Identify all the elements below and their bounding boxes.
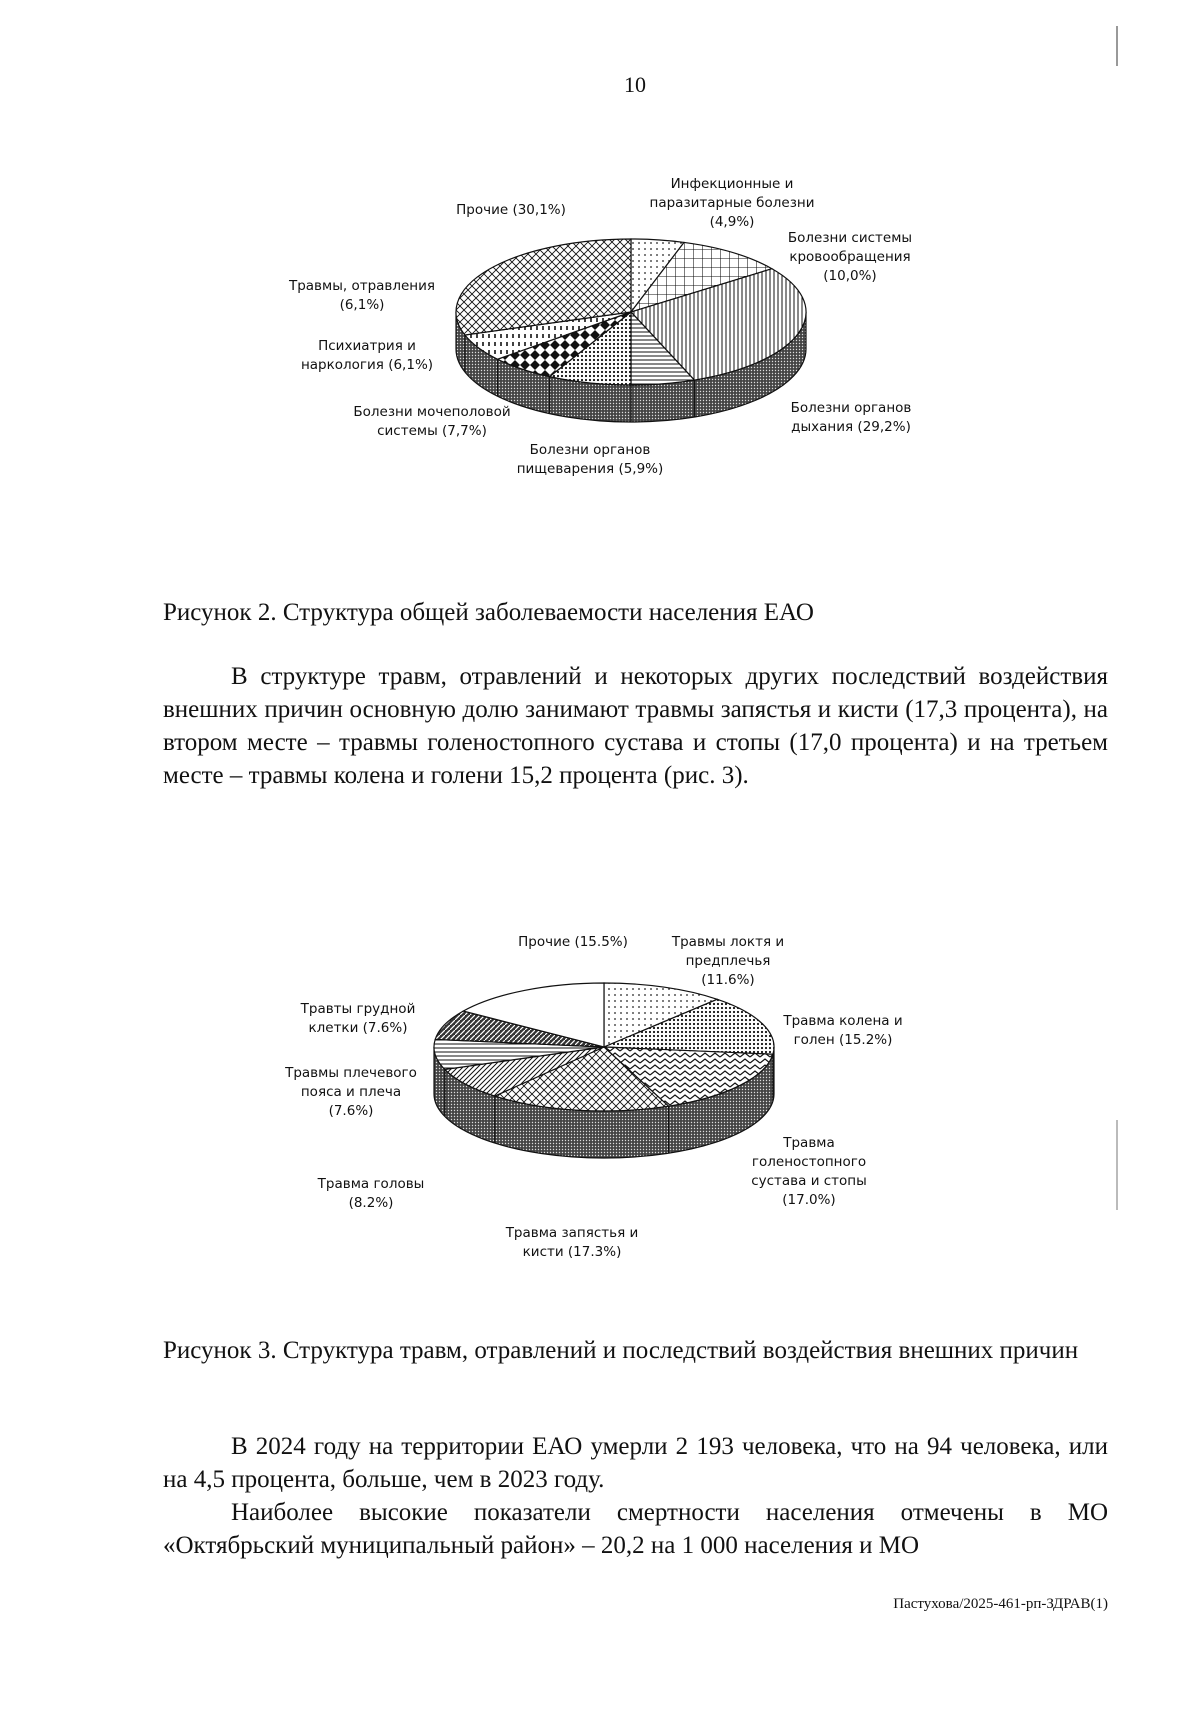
pie-slice-label-line: Травмы локтя и — [671, 934, 785, 950]
pie-slice-label-line: (10,0%) — [823, 268, 877, 284]
pie-slice-label — [751, 1135, 867, 1208]
pie-slice-label-line: Прочие (15.5%) — [518, 934, 628, 950]
figure2-pie-svg — [0, 150, 1200, 540]
paragraph-injury-structure: В структуре травм, отравлений и некоторых других последствий воздействия внешних причин основную долю занимают травмы запястья и кисти (17,3 процента), на втором месте – травмы голеностопного сустава и стопы (17,0 процента) и на третьем месте – травмы колена и голени 15,2 процента (рис. 3). — [163, 663, 1108, 789]
pie-slice-label-line: паразитарные болезни — [649, 195, 815, 211]
page-number: 10 — [624, 72, 646, 97]
pie-slice-label-line: пояса и плеча — [300, 1084, 402, 1100]
pie-slice-label — [517, 442, 664, 477]
pie-slice-label — [788, 230, 912, 284]
figure2-caption: Рисунок 2. Структура общей заболеваемости населения ЕАО — [163, 599, 814, 626]
pie-slice-label-line: (6,1%) — [339, 297, 385, 313]
pie-slice-label — [317, 1176, 425, 1211]
pie-slice-label — [284, 1065, 417, 1119]
pie-slice-label — [518, 934, 628, 950]
pie-slice-label — [301, 338, 433, 373]
pie-slice-label-line: Травма — [783, 1135, 835, 1151]
pie-slice-label — [456, 202, 566, 218]
pie-slice-label-line: кровообращения — [789, 249, 911, 265]
pie-slice-label-line: кисти (17.3%) — [522, 1244, 622, 1260]
pie-slice-label — [782, 1013, 902, 1048]
pie-slice-label-line: сустава и стопы — [751, 1173, 867, 1189]
pie-slice-label-line: Болезни органов — [790, 400, 912, 416]
margin-scan-line — [1116, 26, 1118, 66]
pie-slice-label-line: дыхания (29,2%) — [791, 419, 911, 435]
pie-slice-label-line: системы (7,7%) — [377, 423, 487, 439]
pie-slice-label-line: голен (15.2%) — [793, 1032, 893, 1048]
pie-slice-label-line: клетки (7.6%) — [308, 1020, 408, 1036]
pie-slice-label-line: наркология (6,1%) — [300, 357, 434, 373]
pie-slice-label — [353, 404, 510, 439]
pie-slice-label-line: (11.6%) — [701, 972, 755, 988]
pie-slice-label-line: Травма головы — [317, 1176, 425, 1192]
figure3-caption: Рисунок 3. Структура травм, отравлений и последствий воздействия внешних причин — [163, 1337, 1079, 1364]
pie-slice-label-line: голеностопного — [751, 1154, 867, 1170]
pie-slice-label-line: (4,9%) — [709, 214, 755, 230]
margin-scan-line — [1116, 1120, 1118, 1210]
pie-slice-label-line: предплечья — [685, 953, 771, 969]
figure2-chart — [0, 150, 1200, 540]
pie-slice-label-line: пищеварения (5,9%) — [516, 461, 664, 477]
pie-slice-label-line: Психиатрия и — [318, 338, 416, 354]
pie-slice-label-line: Болезни системы — [787, 230, 913, 246]
pie-slice-label — [791, 400, 912, 435]
paragraph-deaths-2024: В 2024 году на территории ЕАО умерли 2 193 человека, что на 94 человека, или на 4,5 процента, больше, чем в 2023 году. — [163, 1433, 1108, 1493]
pie-slice-label-line: (17.0%) — [782, 1192, 836, 1208]
pie-slice-label-line: Болезни мочеполовой — [353, 404, 511, 420]
paragraph-mortality-rates: Наиболее высокие показатели смертности населения отмечены в МО «Октябрьский муниципальный район» – 20,2 на 1 000 населения и МО — [163, 1499, 1108, 1559]
pie-slice-label-line: Инфекционные и — [670, 176, 794, 192]
pie-slice-label-line: Прочие (30,1%) — [456, 202, 566, 218]
pie-slice-label-line: Травма колена и — [783, 1013, 903, 1029]
pie-slice-label-line: Болезни органов — [529, 442, 651, 458]
pie-slice-label — [671, 934, 784, 988]
figure3-pie-svg — [0, 890, 1200, 1290]
pie-slice-label-line: Травты грудной — [300, 1001, 416, 1017]
pie-slice-label — [650, 176, 815, 230]
figure3-chart — [0, 890, 1200, 1290]
pie-slice-label — [288, 278, 435, 313]
pie-slice-label-line: (8.2%) — [348, 1195, 394, 1211]
pie-slice-label-line: Травмы, отравления — [288, 278, 436, 294]
footer-document-code: Пастухова/2025-461-рп-ЗДРАВ(1) — [893, 1596, 1108, 1612]
pie-slice-label-line: (7.6%) — [328, 1103, 374, 1119]
pie-slice-label-line: Травмы плечевого — [285, 1065, 417, 1081]
pie-slice-label — [505, 1225, 639, 1260]
pie-slice-label — [300, 1001, 416, 1036]
pie-slice-label-line: Травма запястья и — [505, 1225, 639, 1241]
